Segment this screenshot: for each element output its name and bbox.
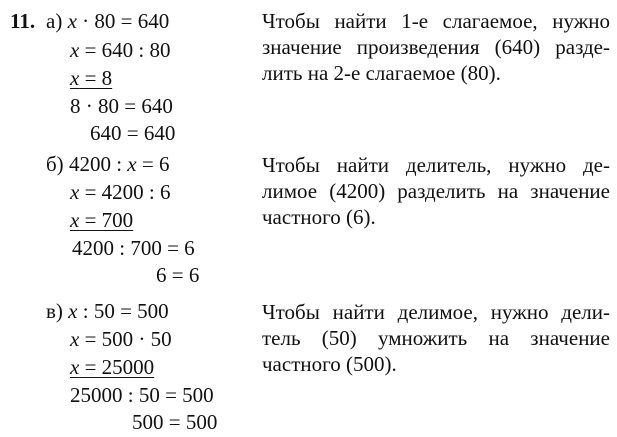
explanation-line: тель (50) умножить на значение xyxy=(262,326,610,350)
equation-text: 640 = 640 xyxy=(90,121,176,145)
explanation-line: частного (500). xyxy=(262,352,397,376)
part-b-check-2 xyxy=(156,263,199,287)
variable-x: x xyxy=(70,66,80,90)
part-a-check-1 xyxy=(70,94,173,118)
equation-text: = 640 : 80 xyxy=(79,38,171,62)
variable-x: x xyxy=(67,9,77,33)
equation-text: 4200 : xyxy=(68,152,128,176)
equation-text: 6 = 6 xyxy=(156,263,200,287)
equation-text: · 80 = 640 xyxy=(76,9,170,33)
equation-text: = 4200 : 6 xyxy=(79,180,171,204)
part-b-explanation xyxy=(262,152,610,230)
explanation-line: Чтобы найти делитель, нужно де- xyxy=(262,153,610,177)
variable-x: x xyxy=(70,327,80,351)
explanation-line: значение произведения (640) разде- xyxy=(262,35,610,59)
explanation-line: лить на 2-е слагаемое (80). xyxy=(262,61,501,85)
variable-x: x xyxy=(70,355,80,379)
part-b-answer xyxy=(70,208,133,232)
equation-text: = 8 xyxy=(79,66,113,90)
part-c-answer xyxy=(70,355,154,379)
part-c-line-1 xyxy=(46,299,169,323)
equation-text: 25000 : 50 = 500 xyxy=(70,383,214,407)
equation-text: = 500 · 50 xyxy=(79,327,172,351)
variable-x: x xyxy=(68,299,78,323)
part-a-label: а) xyxy=(46,9,63,33)
equation-text: : 50 = 500 xyxy=(77,299,169,323)
explanation-line: частного (6). xyxy=(262,205,376,229)
part-b-label: б) xyxy=(46,152,64,176)
equation-text: 8 · 80 = 640 xyxy=(70,94,173,118)
equation-text: = 700 xyxy=(79,208,134,232)
explanation-line: Чтобы найти делимое, нужно дели- xyxy=(262,300,610,324)
task-number-line xyxy=(10,9,35,33)
part-b-line-2 xyxy=(70,180,171,204)
part-c-line-2 xyxy=(70,327,172,351)
part-b-line-1 xyxy=(46,152,169,176)
part-a-explanation xyxy=(262,8,610,86)
variable-x: x xyxy=(70,208,80,232)
equation-text: = 25000 xyxy=(79,355,155,379)
explanation-line: лимое (4200) разделить на значение xyxy=(262,179,610,203)
part-b-check-1 xyxy=(72,236,195,260)
variable-x: x xyxy=(70,38,80,62)
equation-text: 500 = 500 xyxy=(132,410,218,434)
part-c-check-2 xyxy=(132,410,217,434)
variable-x: x xyxy=(127,152,137,176)
task-number: 11. xyxy=(10,9,36,33)
part-a-line-2 xyxy=(70,38,171,62)
part-a-check-2 xyxy=(90,121,175,145)
equation-text: 4200 : 700 = 6 xyxy=(72,236,195,260)
part-c-check-1 xyxy=(70,383,214,407)
part-a-answer xyxy=(70,66,112,90)
part-a-line-1 xyxy=(46,9,169,33)
explanation-line: Чтобы найти 1-е слагаемое, нужно xyxy=(262,9,610,33)
part-c-explanation xyxy=(262,299,610,377)
part-c-label: в) xyxy=(46,299,63,323)
variable-x: x xyxy=(70,180,80,204)
equation-text: = 6 xyxy=(136,152,170,176)
